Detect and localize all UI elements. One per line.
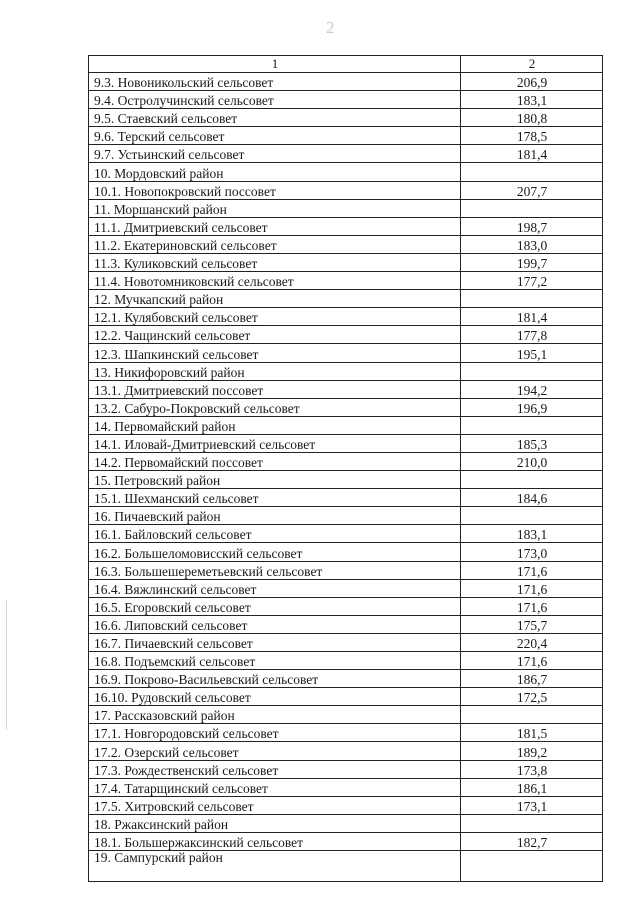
table-row [89,579,603,597]
row-name-cell: 13.1. Дмитриевский поссовет [89,380,461,398]
scan-edge-mark [6,600,7,730]
row-value-cell: 181,5 [461,724,603,742]
row-value-cell [461,507,603,525]
table-row [89,199,603,217]
row-value-cell: 171,6 [461,579,603,597]
row-name-cell: 11.1. Дмитриевский сельсовет [89,217,461,235]
row-name-cell: 17.2. Озерский сельсовет [89,742,461,760]
data-table [88,55,603,882]
row-value-cell: 189,2 [461,742,603,760]
row-value-cell: 173,1 [461,796,603,814]
row-name-cell: 16.6. Липовский сельсовет [89,615,461,633]
row-value-cell [461,851,603,882]
row-name-cell: 13. Никифоровский район [89,362,461,380]
table-row [89,452,603,470]
row-value-cell: 177,8 [461,326,603,344]
row-name-cell: 12.3. Шапкинский сельсовет [89,344,461,362]
row-value-cell: 183,0 [461,235,603,253]
row-name-cell: 14.1. Иловай-Дмитриевский сельсовет [89,434,461,452]
table-row [89,814,603,832]
table-row [89,73,603,91]
row-name-cell: 16.3. Большешереметьевский сельсовет [89,561,461,579]
row-name-cell: 11. Моршанский район [89,199,461,217]
row-name-cell: 17.5. Хитровский сельсовет [89,796,461,814]
row-value-cell: 181,4 [461,145,603,163]
row-name-cell: 16.1. Байловский сельсовет [89,525,461,543]
row-name-cell: 12.2. Чащинский сельсовет [89,326,461,344]
row-value-cell: 182,7 [461,832,603,850]
table-row [89,706,603,724]
row-name-cell: 16.4. Вяжлинский сельсовет [89,579,461,597]
row-name-cell: 12. Мучкапский район [89,290,461,308]
row-value-cell: 180,8 [461,109,603,127]
table-row [89,272,603,290]
row-name-cell: 18. Ржаксинский район [89,814,461,832]
row-name-cell: 17.1. Новгородовский сельсовет [89,724,461,742]
row-name-cell: 11.2. Екатериновский сельсовет [89,235,461,253]
row-name-cell: 9.7. Устьинский сельсовет [89,145,461,163]
row-value-cell: 198,7 [461,217,603,235]
table-row [89,344,603,362]
row-value-cell: 177,2 [461,272,603,290]
row-name-cell: 16.5. Егоровский сельсовет [89,597,461,615]
column-header-2: 2 [461,56,603,73]
row-value-cell [461,471,603,489]
row-value-cell: 181,4 [461,308,603,326]
row-name-cell: 14. Первомайский район [89,416,461,434]
row-value-cell: 194,2 [461,380,603,398]
row-name-cell: 11.3. Куликовский сельсовет [89,253,461,271]
table-row [89,253,603,271]
row-value-cell: 186,7 [461,670,603,688]
table-body [89,56,603,882]
row-name-cell: 12.1. Кулябовский сельсовет [89,308,461,326]
row-name-cell: 9.4. Остролучинский сельсовет [89,91,461,109]
row-value-cell: 173,0 [461,543,603,561]
table-row [89,308,603,326]
table-row [89,163,603,181]
row-value-cell: 171,6 [461,561,603,579]
table-row [89,398,603,416]
row-value-cell: 207,7 [461,181,603,199]
row-value-cell: 172,5 [461,688,603,706]
table-row [89,615,603,633]
row-name-cell: 15. Петровский район [89,471,461,489]
table-row [89,489,603,507]
row-value-cell [461,362,603,380]
row-name-cell: 16.2. Большеломовисский сельсовет [89,543,461,561]
table-row [89,362,603,380]
row-value-cell: 183,1 [461,91,603,109]
table-row [89,145,603,163]
row-value-cell: 186,1 [461,778,603,796]
table-row [89,434,603,452]
row-value-cell: 220,4 [461,633,603,651]
table-row [89,688,603,706]
page-number: 2 [326,18,335,37]
row-name-cell: 14.2. Первомайский поссовет [89,452,461,470]
row-value-cell: 195,1 [461,344,603,362]
table-row [89,760,603,778]
table-row [89,217,603,235]
table-row [89,652,603,670]
row-name-cell: 16.10. Рудовский сельсовет [89,688,461,706]
row-value-cell: 185,3 [461,434,603,452]
row-name-cell: 18.1. Большержаксинский сельсовет [89,832,461,850]
row-value-cell [461,706,603,724]
row-name-cell: 16. Пичаевский район [89,507,461,525]
table-row [89,633,603,651]
table-row [89,471,603,489]
table-row [89,235,603,253]
row-value-cell: 196,9 [461,398,603,416]
table-row [89,778,603,796]
table-row [89,561,603,579]
table-row [89,326,603,344]
table-row [89,109,603,127]
table-row [89,670,603,688]
row-name-cell: 16.7. Пичаевский сельсовет [89,633,461,651]
row-value-cell [461,199,603,217]
row-value-cell: 184,6 [461,489,603,507]
table-row [89,742,603,760]
row-value-cell: 199,7 [461,253,603,271]
row-name-cell: 17.4. Татарщинский сельсовет [89,778,461,796]
row-name-cell: 19. Сампурский район [89,851,461,882]
row-value-cell [461,290,603,308]
table-row [89,507,603,525]
table-row [89,290,603,308]
table-row [89,91,603,109]
table-row [89,525,603,543]
row-value-cell: 183,1 [461,525,603,543]
table-row [89,127,603,145]
table-row [89,796,603,814]
row-name-cell: 17. Рассказовский район [89,706,461,724]
row-value-cell: 210,0 [461,452,603,470]
row-value-cell [461,814,603,832]
table-row [89,416,603,434]
table-row [89,724,603,742]
row-value-cell: 206,9 [461,73,603,91]
table-header-row [89,56,603,73]
table-row [89,543,603,561]
row-value-cell: 173,8 [461,760,603,778]
row-name-cell: 9.6. Терский сельсовет [89,127,461,145]
row-name-cell: 11.4. Новотомниковский сельсовет [89,272,461,290]
row-name-cell: 13.2. Сабуро-Покровский сельсовет [89,398,461,416]
row-name-cell: 9.5. Стаевский сельсовет [89,109,461,127]
row-name-cell: 15.1. Шехманский сельсовет [89,489,461,507]
row-value-cell [461,416,603,434]
row-name-cell: 17.3. Рождественский сельсовет [89,760,461,778]
row-name-cell: 16.8. Подъемский сельсовет [89,652,461,670]
row-name-cell: 9.3. Новоникольский сельсовет [89,73,461,91]
row-name-cell: 16.9. Покрово-Васильевский сельсовет [89,670,461,688]
row-value-cell: 171,6 [461,597,603,615]
table-row [89,832,603,850]
row-value-cell: 171,6 [461,652,603,670]
table-row [89,851,603,882]
table-row [89,380,603,398]
row-value-cell [461,163,603,181]
table-row [89,597,603,615]
table-row [89,181,603,199]
row-value-cell: 175,7 [461,615,603,633]
row-name-cell: 10.1. Новопокровский поссовет [89,181,461,199]
column-header-1: 1 [89,56,461,73]
row-name-cell: 10. Мордовский район [89,163,461,181]
row-value-cell: 178,5 [461,127,603,145]
